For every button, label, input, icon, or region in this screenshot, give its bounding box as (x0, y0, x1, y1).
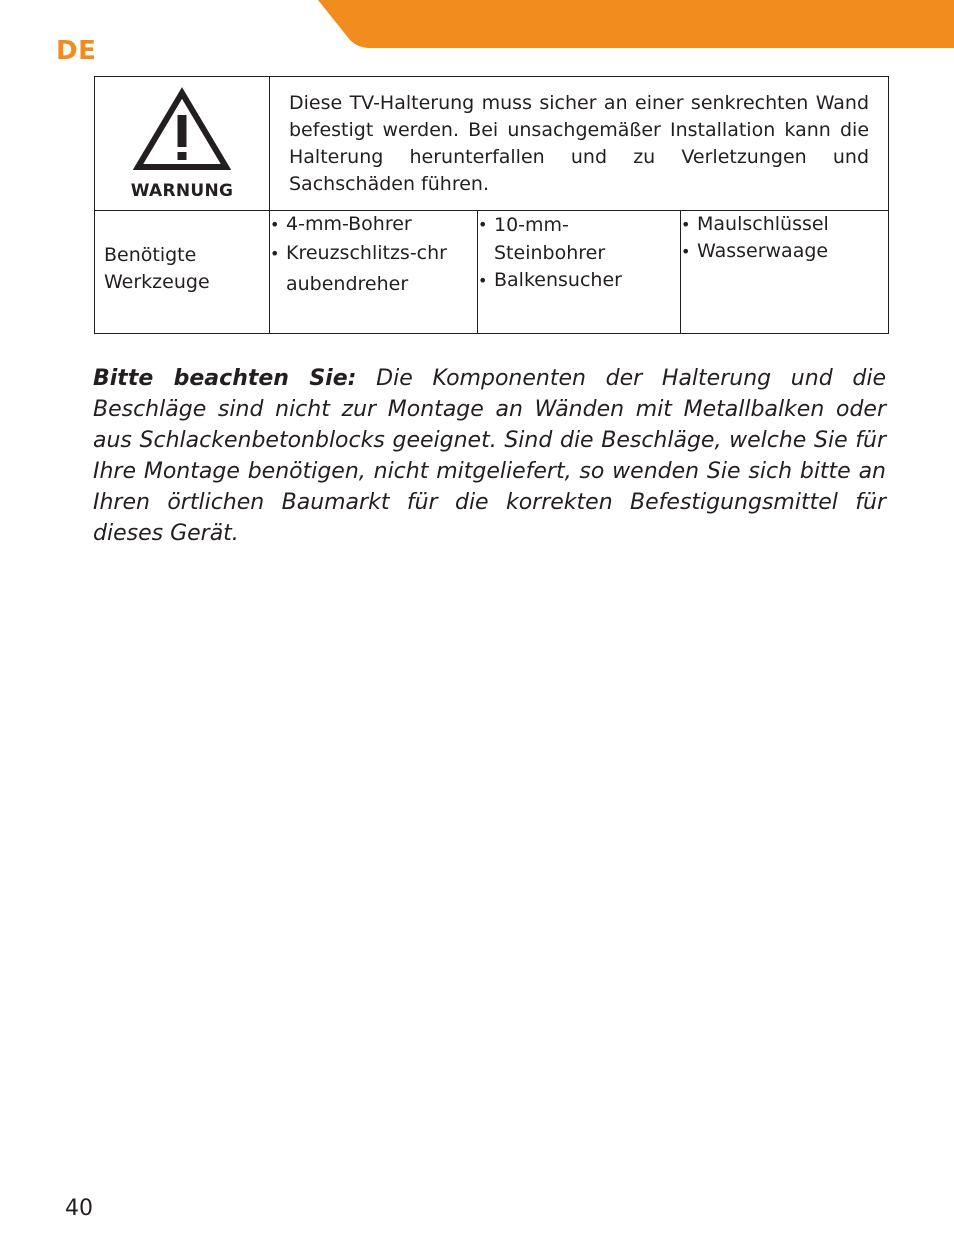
tool-item: • Balkensucher (478, 267, 680, 294)
warning-text: Diese TV-Halterung muss sicher an einer senkrechten Wand befestigt werden. Bei unsachgemäßer Installation kann die Halterung herunterfallen und zu Verletzungen und Sachschäden führen. (289, 92, 870, 195)
installation-note (93, 363, 886, 549)
tools-column-1 (270, 211, 478, 334)
tool-item: • Kreuzschlitzs-chraubendreher (270, 238, 477, 300)
tools-label-cell (95, 211, 270, 334)
warning-triangle-icon (132, 87, 232, 175)
tool-item: • 10-mm-Steinbohrer (478, 211, 680, 267)
tool-item: • 4-mm-Bohrer (270, 211, 477, 238)
warning-text-cell (270, 77, 889, 211)
language-code: DE (56, 36, 97, 66)
warning-tools-table (94, 76, 889, 334)
warning-icon-cell (95, 77, 270, 211)
note-lead: Bitte beachten Sie: (93, 366, 357, 391)
tools-column-2 (478, 211, 681, 334)
tool-item: • Wasserwaage (681, 238, 888, 265)
tools-label: Benötigte Werkzeuge (104, 244, 210, 293)
tool-item: • Maulschlüssel (681, 211, 888, 238)
note-text: Die Komponenten der Halterung und die Beschläge sind nicht zur Montage an Wänden mit Metallbalken oder aus Schlackenbetonblocks geeignet. Sind die Beschläge, welche Sie für Ihre Montage benötigen, nicht mitgeliefert, so wenden Sie sich bitte an Ihren örtlichen Baumarkt für die korrekten Befestigungsmittel für dieses Gerät. (93, 366, 886, 546)
warning-label: WARNUNG (130, 181, 234, 201)
tools-column-3 (681, 211, 889, 334)
header-accent-bar (0, 0, 954, 50)
page-number: 40 (65, 1196, 93, 1221)
